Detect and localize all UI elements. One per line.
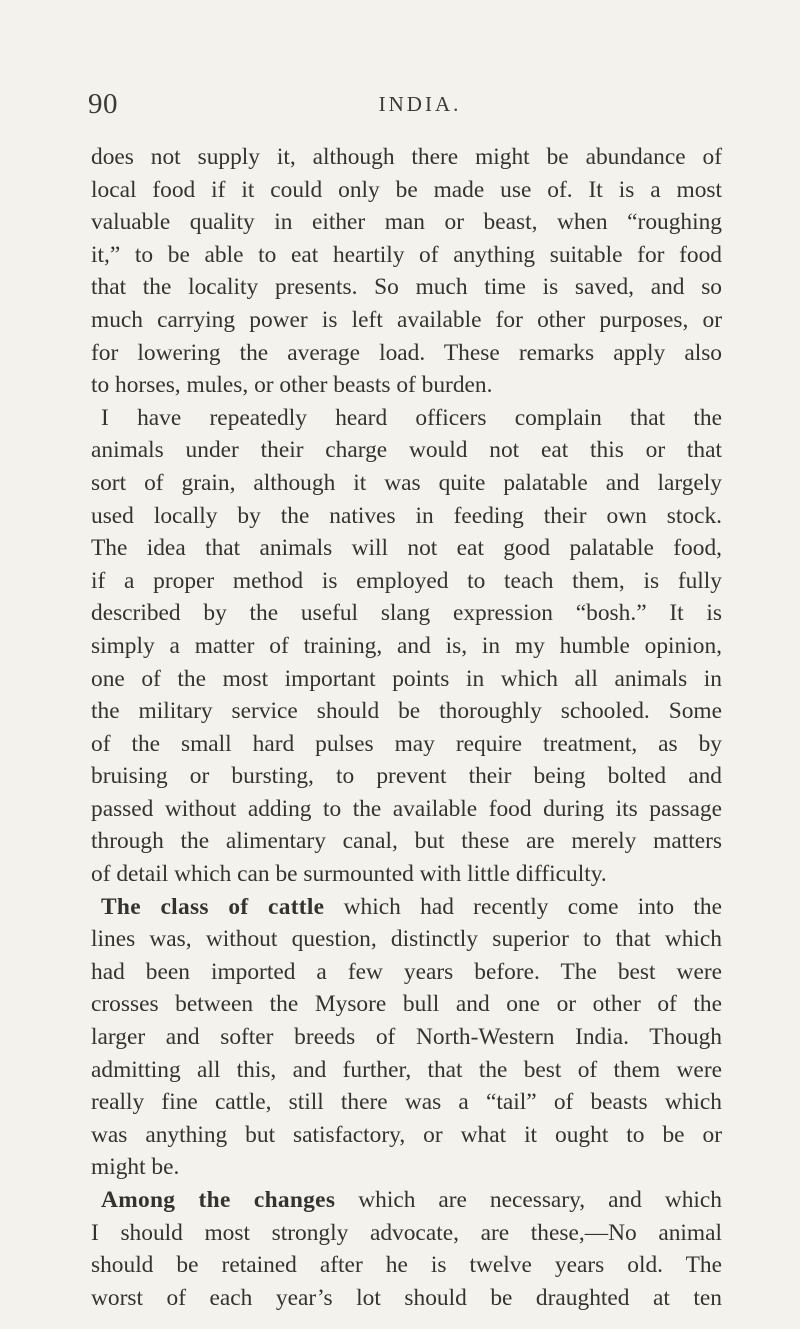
text-line [91,858,722,891]
text-line [91,630,722,663]
text-line-content: the military service should be thoroughly schooled. Some [91,698,722,725]
text-line-content: was anything but satisfactory, or what it ought to be or [91,1121,722,1148]
text-line [91,271,722,304]
text-line [91,174,722,207]
text-line-content: described by the useful slang expression “bosh.” It is [91,600,722,627]
text-line-content: should be retained after he is twelve years old. The [91,1252,722,1279]
text-line-content: I should most strongly advocate, are these,—No animal [91,1219,722,1246]
text-line-content: had been imported a few years before. The best were [91,958,722,985]
text-line-content: animals under their charge would not eat this or that [91,437,722,464]
text-line [91,1021,722,1054]
text-line-content: if a proper method is employed to teach them, is fully [91,567,722,594]
text-line-content: The idea that animals will not eat good palatable food, [91,535,722,562]
text-line-content: of detail which can be surmounted with little difficulty. [91,861,607,888]
text-line [91,597,722,630]
text-line [91,565,722,598]
text-line [91,988,722,1021]
text-line [91,1086,722,1119]
text-line-content: to horses, mules, or other beasts of burden. [91,372,493,399]
text-line [91,1249,722,1282]
text-line [91,206,722,239]
text-line-content: valuable quality in either man or beast, when “roughing [91,209,722,236]
text-line-content: bruising or bursting, to prevent their being bolted and [91,763,722,790]
text-line-content: I have repeatedly heard officers complain that the [101,404,722,431]
text-line-content: might be. [91,1154,180,1181]
text-line [91,1217,722,1250]
text-line-content: lines was, without question, distinctly superior to that which [91,926,722,953]
text-line-content: which are necessary, and which [335,1187,722,1213]
text-line [91,1184,722,1217]
page-number: 90 [88,88,118,120]
text-line-content: of the small hard pulses may require treatment, as by [91,730,722,757]
text-line-content: for lowering the average load. These remarks apply also [91,339,722,366]
text-line [91,956,722,989]
text-line-content: worst of each year’s lot should be draughted at ten [91,1284,722,1311]
text-line-content: local food if it could only be made use of. It is a most [91,176,722,203]
body-text [91,141,722,1314]
text-line-content: simply a matter of training, and is, in my humble opinion, [91,632,722,659]
text-line-content: sort of grain, although it was quite palatable and largely [91,469,722,496]
text-line [91,467,722,500]
text-line-content: admitting all this, and further, that the best of them were [91,1056,722,1083]
paragraph-lead-in: The class of cattle [101,893,325,920]
text-line-content: which had recently come into the [324,893,722,920]
text-line-content: passed without adding to the available food during its passage [91,795,722,822]
paragraph-lead-in: Among the changes [101,1187,336,1213]
text-line-content: much carrying power is left available for other purposes, or [91,306,722,333]
text-line-content: does not supply it, although there might be abundance of [91,144,722,170]
text-line [91,1282,722,1315]
text-line [91,793,722,826]
text-line-content: it,” to be able to eat heartily of anything suitable for food [91,241,722,268]
text-line [91,141,722,174]
text-line [91,825,722,858]
text-line [91,239,722,272]
text-line-content: larger and softer breeds of North-Western India. Though [91,1024,722,1051]
text-line [91,1151,722,1184]
text-line [91,500,722,533]
text-line [91,891,722,924]
text-line [91,1119,722,1152]
text-line-content: used locally by the natives in feeding their own stock. [91,502,722,529]
text-line [91,532,722,565]
text-line [91,369,722,402]
text-line [91,663,722,696]
text-line [91,337,722,370]
text-line [91,728,722,761]
text-line-content: one of the most important points in which all animals in [91,665,722,692]
text-line [91,402,722,435]
running-head: INDIA. [378,92,462,116]
text-line [91,760,722,793]
text-line [91,695,722,728]
text-line-content: crosses between the Mysore bull and one or other of the [91,991,722,1018]
page-header [88,88,712,128]
text-line [91,923,722,956]
text-line-content: really fine cattle, still there was a “tail” of beasts which [91,1089,722,1116]
text-line-content: through the alimentary canal, but these are merely matters [91,828,722,855]
text-line [91,1054,722,1087]
text-line [91,434,722,467]
text-line-content: that the locality presents. So much time is saved, and so [91,274,722,301]
text-line [91,304,722,337]
